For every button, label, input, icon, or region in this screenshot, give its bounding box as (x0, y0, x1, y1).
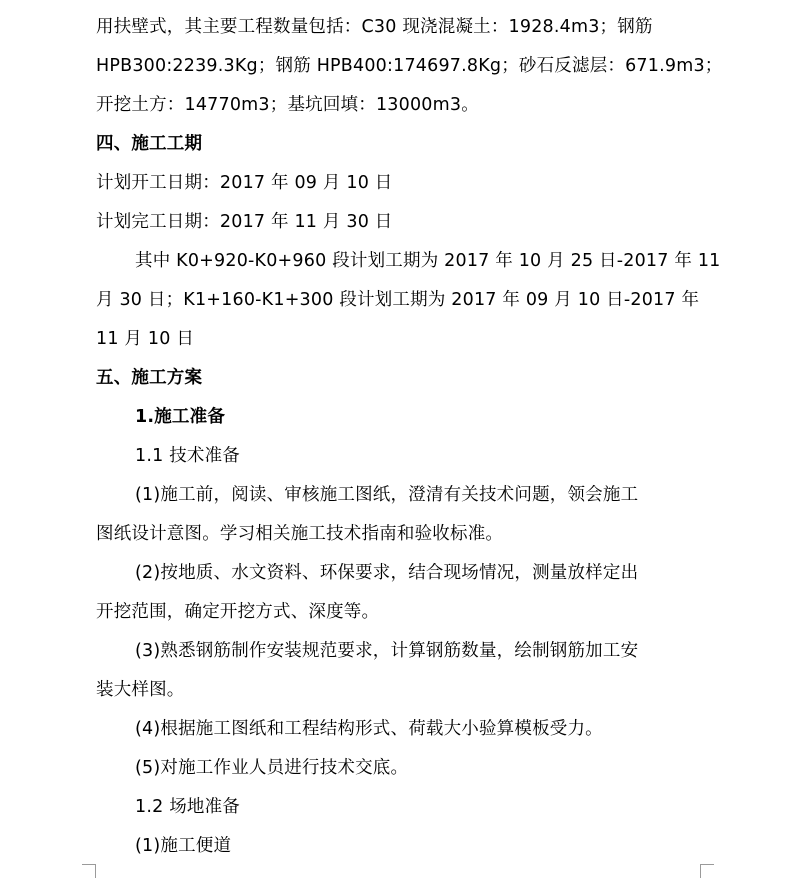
section-heading-schedule: 四、施工工期 (96, 134, 203, 154)
body-text-line: 用扶壁式，其主要工程数量包括：C30 现浇混凝土：1928.4m3；钢筋 (96, 17, 653, 37)
list-item: (4)根据施工图纸和工程结构形式、荷载大小验算模板受力。 (135, 719, 603, 739)
margin-corner-mark-left (82, 864, 96, 878)
body-text-line: 11 月 10 日 (96, 329, 195, 349)
body-text-line: 月 30 日；K1+160-K1+300 段计划工期为 2017 年 09 月 10 日-2017 年 (96, 290, 700, 310)
margin-corner-mark-right (700, 864, 714, 878)
subsection-heading-preparation: 1.施工准备 (135, 407, 226, 427)
body-text-line: HPB300:2239.3Kg；钢筋 HPB400:174697.8Kg；砂石反滤层：671.9m3； (96, 56, 723, 76)
subsection-heading-site: 1.2 场地准备 (135, 797, 240, 817)
subsection-heading-technical: 1.1 技术准备 (135, 446, 240, 466)
list-item: (1)施工便道 (135, 836, 232, 856)
list-item-continuation: 开挖范围，确定开挖方式、深度等。 (96, 602, 380, 622)
planned-end-date: 计划完工日期：2017 年 11 月 30 日 (96, 212, 393, 232)
body-text-line: 开挖土方：14770m3；基坑回填：13000m3。 (96, 95, 479, 115)
list-item: (3)熟悉钢筋制作安装规范要求，计算钢筋数量，绘制钢筋加工安 (135, 641, 639, 661)
section-heading-plan: 五、施工方案 (96, 368, 203, 388)
list-item: (1)施工前，阅读、审核施工图纸，澄清有关技术问题，领会施工 (135, 485, 639, 505)
body-text-line: 其中 K0+920-K0+960 段计划工期为 2017 年 10 月 25 日-2017 年 11 (135, 251, 721, 271)
list-item-continuation: 装大样图。 (96, 680, 185, 700)
list-item: (5)对施工作业人员进行技术交底。 (135, 758, 409, 778)
list-item: (2)按地质、水文资料、环保要求，结合现场情况，测量放样定出 (135, 563, 639, 583)
list-item-continuation: 图纸设计意图。学习相关施工技术指南和验收标准。 (96, 524, 504, 544)
planned-start-date: 计划开工日期：2017 年 09 月 10 日 (96, 173, 393, 193)
